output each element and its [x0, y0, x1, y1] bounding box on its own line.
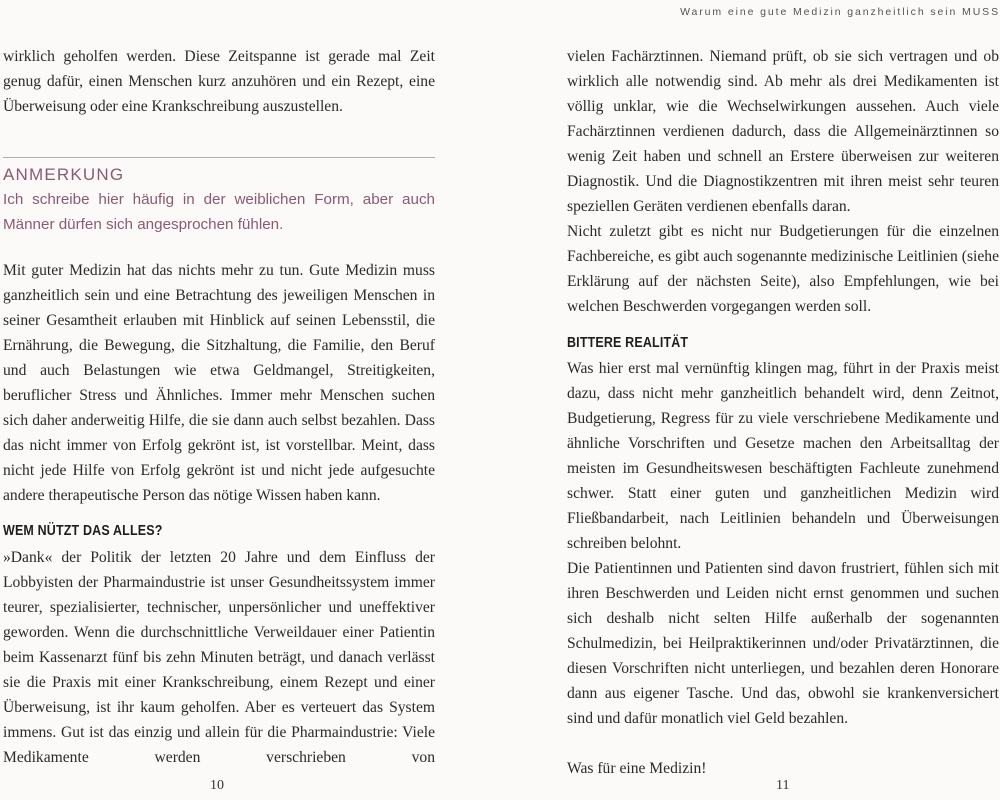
right-paragraph-2: Nicht zuletzt gibt es nicht nur Budgetierungen für die einzelnen Fachbereiche, es gibt auch sogenannte medizinische Leitlinien (siehe Erklärung auf der nächsten Seite), also Empfehlungen, wie bei welchen Beschwerden vorgegangen werden soll.	[567, 223, 999, 315]
left-column	[3, 44, 435, 119]
note-text: Ich schreibe hier häufig in der weiblichen Form, aber auch Männer dürfen sich angesprochen fühlen.	[3, 191, 435, 233]
section-heading-right: BITTERE REALITÄT	[567, 335, 689, 351]
note-title: ANMERKUNG	[3, 165, 125, 184]
right-paragraph-4: Die Patientinnen und Patienten sind davon frustriert, fühlen sich mit ihren Beschwerden und Leiden nicht ernst genommen und suchen sich deshalb nicht selten Hilfe außerhalb der sogenannten Schulmedizin, bei Heilpraktikerinnen und/oder Privatärztinnen, die diesen Vorschriften nicht unterliegen, und bezahlen deren Honorare dann aus eigener Tasche. Und das, obwohl sie krankenversichert sind und dafür monatlich viel Geld bezahlen.	[567, 560, 999, 727]
right-paragraph-1: vielen Fachärztinnen. Niemand prüft, ob sie sich vertragen und ob wirklich alle notwendig sind. Ab mehr als drei Medikamenten ist völlig unklar, wie die Wechselwirkungen aussehen. Auch viele Fachärztinnen verdienen dadurch, dass die Allgemeinärztinnen so wenig Zeit haben und schnell an Erstere überweisen zur weiteren Diagnostik. Und die Diagnostikzentren mit ihren meist sehr teuren speziellen Geräten verdienen ebenfalls daran.	[567, 48, 999, 215]
running-header: Warum eine gute Medizin ganzheitlich sein MUSS	[680, 6, 1000, 18]
page-number-left: 10	[210, 778, 224, 793]
left-paragraph-2: »Dank« der Politik der letzten 20 Jahre und dem Einfluss der Lobbyisten der Pharmaindustrie ist unser Gesundheitssystem immer teurer, spezialisierter, technischer, unpersönlicher und uneffektiver geworden. Wenn die durchschnittliche Verweildauer einer Patientin beim Kassenarzt fünf bis zehn Minuten beträgt, und danach verlässt sie die Praxis mit einer Krankschreibung, einem Rezept und einer Überweisung, ist ihr kaum geholfen. Aber es verteuert das System immens. Gut ist das einzig und allein für die Pharmaindustrie: Viele Medikamente werden verschrieben von	[3, 549, 435, 766]
right-column	[567, 44, 999, 781]
left-intro-paragraph: wirklich geholfen werden. Diese Zeitspanne ist gerade mal Zeit genug dafür, einen Menschen kurz anzuhören und ein Rezept, eine Überweisung oder eine Krankschreibung auszustellen.	[3, 48, 435, 115]
section-heading-left: WEM NÜTZT DAS ALLES?	[3, 523, 163, 539]
note-divider	[3, 157, 435, 158]
left-paragraph-1: Mit guter Medizin hat das nichts mehr zu tun. Gute Medizin muss ganzheitlich sein und eine Betrachtung des jeweiligen Menschen in seiner Gesamtheit erlauben mit Hinblick auf seinen Lebensstil, die Ernährung, die Bewegung, die Sitzhaltung, die Familie, den Beruf und auch Belastungen wie etwa Geldmangel, Streitigkeiten, beruflicher Stress und Ähnliches. Immer mehr Menschen suchen sich daher anderweitig Hilfe, die sie dann auch selbst bezahlen. Dass das nicht immer von Erfolg gekrönt ist, ist vorstellbar. Meint, dass nicht jede Hilfe von Erfolg gekrönt ist und nicht jede aufgesuchte andere therapeutische Person das nötige Wissen haben kann.	[3, 262, 435, 504]
note-box	[3, 157, 435, 237]
right-paragraph-3: Was hier erst mal vernünftig klingen mag, führt in der Praxis meist dazu, dass nicht mehr ganzheitlich behandelt wird, denn Zeitnot, Budgetierung, Regress für zu viele verschriebene Medikamente und ähnliche Vorschriften und Gesetze machen den Arbeitsalltag der meisten im Gesundheitswesen beschäftigten Fachleute zunehmend schwer. Statt einer guten und ganzheitlichen Medizin wird Fließbandarbeit, nach Leitlinien behandeln und Überweisungen schreiben belohnt.	[567, 360, 999, 552]
page-number-right: 11	[776, 778, 790, 793]
left-body	[3, 258, 435, 770]
right-closing-line: Was für eine Medizin!	[567, 760, 707, 777]
